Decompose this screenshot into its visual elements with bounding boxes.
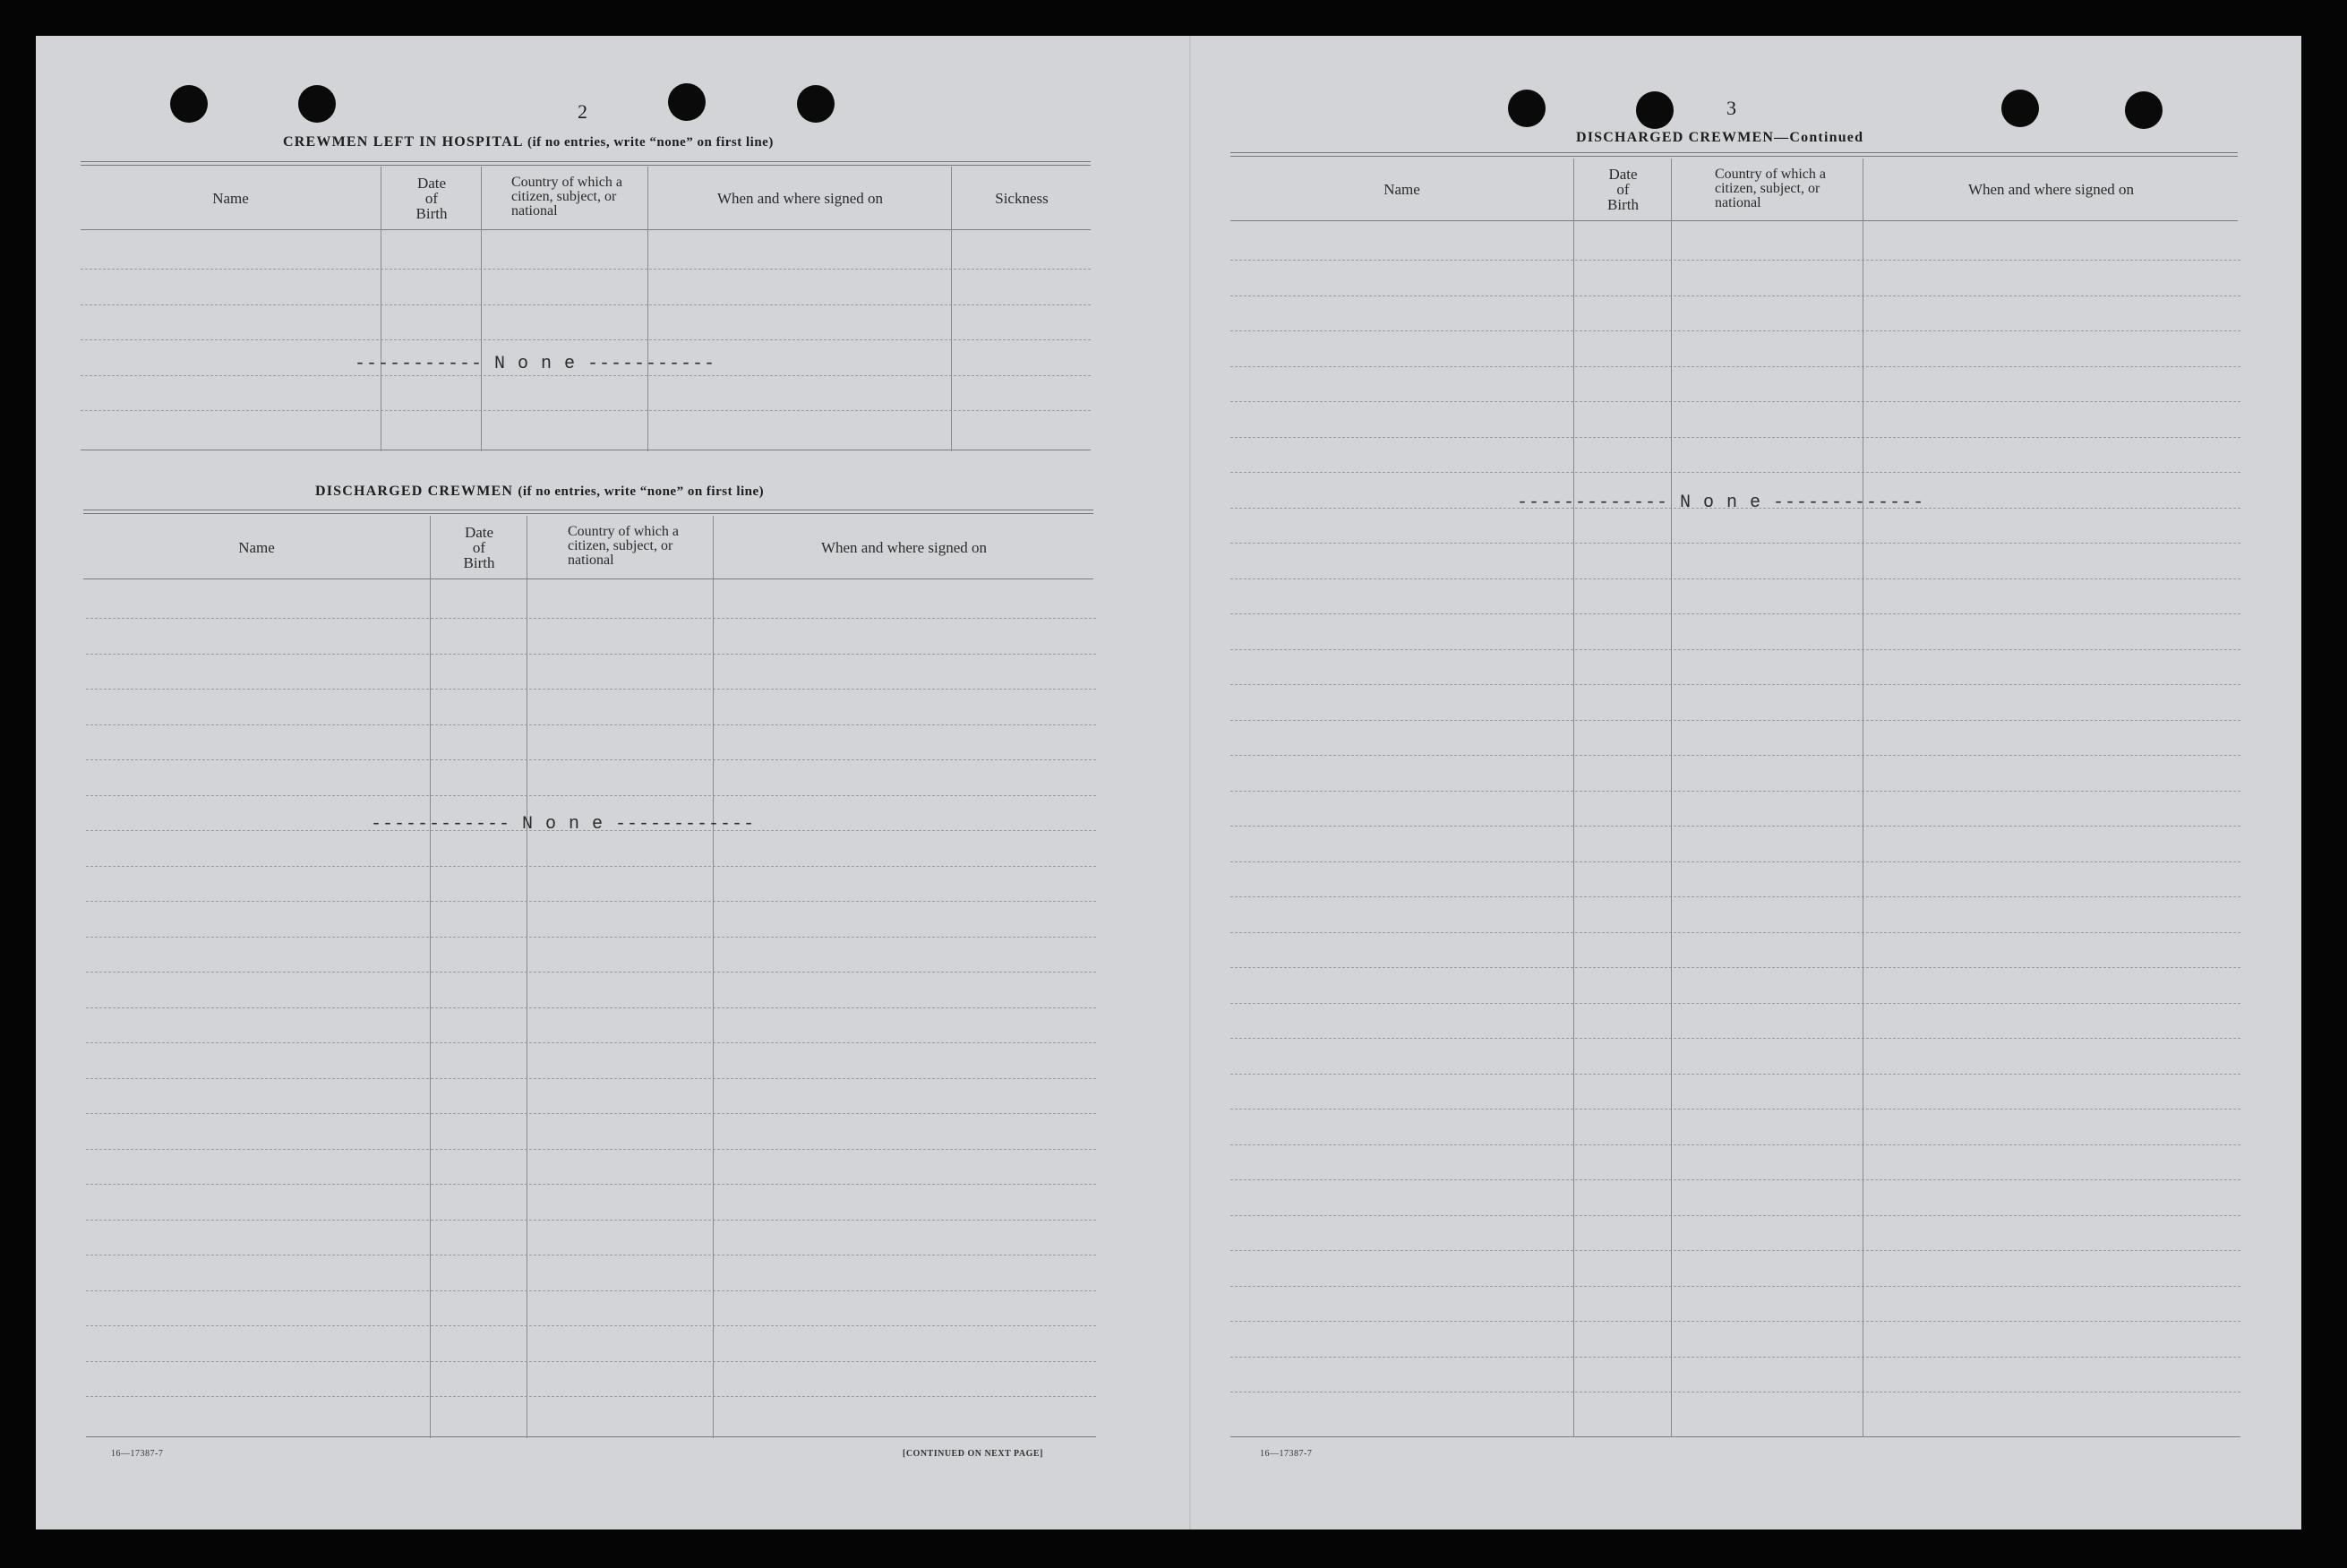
- discharged-header-name: Name: [238, 538, 275, 556]
- discharged-title-note: (if no entries, write “none” on first line): [518, 484, 765, 499]
- punch-hole: [298, 85, 336, 123]
- ruled-line: [86, 1290, 1096, 1291]
- ruled-line: [1230, 649, 2240, 650]
- column-divider: [1671, 159, 1672, 1437]
- ruled-line: [1230, 543, 2240, 544]
- hospital-title-note: (if no entries, write “none” on first line): [527, 135, 774, 150]
- discharged-header-country: Country of which a citizen, subject, or national: [568, 524, 679, 568]
- punch-hole: [797, 85, 835, 123]
- ruled-line: [1230, 366, 2240, 367]
- ruled-line: [86, 1113, 1096, 1114]
- form-number-right: 16—17387-7: [1260, 1449, 1313, 1459]
- ruled-line: [86, 618, 1096, 619]
- ruled-line: [1230, 1003, 2240, 1004]
- column-divider: [1573, 159, 1574, 1437]
- right-header-rule: [1230, 220, 2238, 221]
- ruled-line: [86, 1149, 1096, 1150]
- discharged-table-top-rule: [83, 510, 1093, 514]
- hospital-header-signed-on: When and where signed on: [716, 189, 884, 207]
- column-divider: [713, 516, 714, 1438]
- ruled-line: [86, 724, 1096, 725]
- ruled-line: [1230, 260, 2240, 261]
- ruled-line: [1230, 720, 2240, 721]
- ruled-line: [86, 1325, 1096, 1326]
- form-number-left: 16—17387-7: [111, 1449, 164, 1459]
- ruled-line: [86, 689, 1096, 690]
- ruled-line: [1230, 861, 2240, 862]
- ruled-line: [1230, 1179, 2240, 1180]
- discharged-section-title: [315, 484, 764, 500]
- hospital-header-country: Country of which a citizen, subject, or national: [511, 175, 622, 218]
- hospital-header-name: Name: [212, 189, 249, 207]
- hospital-header-sickness: Sickness: [995, 189, 1049, 207]
- hospital-section-title: [283, 134, 774, 150]
- hospital-none-entry: ----------- N o n e -----------: [355, 354, 716, 374]
- ruled-line: [86, 1220, 1096, 1221]
- right-table-top-rule: [1230, 152, 2238, 157]
- ruled-line: [81, 304, 1091, 305]
- ruled-line: [1230, 1321, 2240, 1322]
- ruled-line: [1230, 755, 2240, 756]
- ruled-line: [86, 1078, 1096, 1079]
- ruled-line: [86, 972, 1096, 973]
- ruled-line: [86, 654, 1096, 655]
- hospital-title-text: CREWMEN LEFT IN HOSPITAL: [283, 134, 523, 150]
- hospital-table-top-rule: [81, 161, 1091, 166]
- ruled-line: [1230, 1286, 2240, 1287]
- discharged-continued-title: DISCHARGED CREWMEN—Continued: [1576, 130, 1864, 145]
- ruled-line: [1230, 1109, 2240, 1110]
- ruled-line: [1230, 791, 2240, 792]
- ruled-line: [86, 759, 1096, 760]
- ruled-line: [1230, 401, 2240, 402]
- ruled-line: [1230, 684, 2240, 685]
- table-bottom-rule: [1230, 1436, 2240, 1437]
- discharged-title-text: DISCHARGED CREWMEN: [315, 484, 514, 499]
- ruled-line: [81, 375, 1091, 376]
- ruled-line: [81, 339, 1091, 340]
- column-divider: [647, 167, 648, 451]
- continued-note: [CONTINUED ON NEXT PAGE]: [903, 1449, 1043, 1459]
- hospital-header-rule: [81, 229, 1091, 230]
- ruled-line: [86, 1042, 1096, 1043]
- ruled-line: [86, 795, 1096, 796]
- punch-hole: [1508, 90, 1546, 127]
- ruled-line: [86, 1396, 1096, 1397]
- ruled-line: [86, 866, 1096, 867]
- ruled-line: [1230, 613, 2240, 614]
- ruled-line: [86, 937, 1096, 938]
- ruled-line: [86, 1007, 1096, 1008]
- punch-hole: [2125, 91, 2163, 129]
- discharged-header-date-of-birth: Date of Birth: [463, 523, 495, 571]
- ruled-line: [1230, 967, 2240, 968]
- ruled-line: [1230, 1215, 2240, 1216]
- ruled-line: [1230, 1250, 2240, 1251]
- ruled-line: [1230, 578, 2240, 579]
- discharged-header-rule: [83, 578, 1093, 579]
- ruled-line: [1230, 472, 2240, 473]
- column-divider: [430, 516, 431, 1438]
- punch-hole: [668, 83, 706, 121]
- punch-hole: [170, 85, 208, 123]
- discharged-none-entry: ------------ N o n e ------------: [371, 814, 756, 835]
- discharged-header-signed-on: When and where signed on: [820, 538, 988, 556]
- ruled-line: [1230, 1038, 2240, 1039]
- right-header-name: Name: [1383, 181, 1420, 198]
- ruled-line: [81, 269, 1091, 270]
- ruled-line: [1230, 896, 2240, 897]
- ruled-line: [1230, 437, 2240, 438]
- ruled-line: [1230, 932, 2240, 933]
- column-divider: [481, 167, 482, 451]
- table-bottom-rule: [86, 1436, 1096, 1437]
- column-divider: [951, 167, 952, 451]
- ruled-line: [81, 410, 1091, 411]
- punch-hole: [1636, 91, 1674, 129]
- hospital-header-date-of-birth: Date of Birth: [415, 174, 448, 222]
- ruled-line: [86, 1184, 1096, 1185]
- right-header-country: Country of which a citizen, subject, or national: [1715, 166, 1826, 210]
- ruled-line: [86, 1361, 1096, 1362]
- ruled-line: [1230, 1144, 2240, 1145]
- page-number-right: 3: [1726, 97, 1736, 119]
- ruled-line: [1230, 330, 2240, 331]
- right-header-signed-on: When and where signed on: [1967, 181, 2135, 198]
- ruled-line: [1230, 1357, 2240, 1358]
- ruled-line: [1230, 1074, 2240, 1075]
- right-none-entry: ------------- N o n e -------------: [1517, 493, 1925, 513]
- punch-hole: [2001, 90, 2039, 127]
- right-header-date-of-birth: Date of Birth: [1607, 166, 1639, 213]
- ruled-line: [1230, 826, 2240, 827]
- ruled-line: [86, 901, 1096, 902]
- page-number-left: 2: [578, 100, 587, 123]
- page-fold: [1189, 36, 1191, 1529]
